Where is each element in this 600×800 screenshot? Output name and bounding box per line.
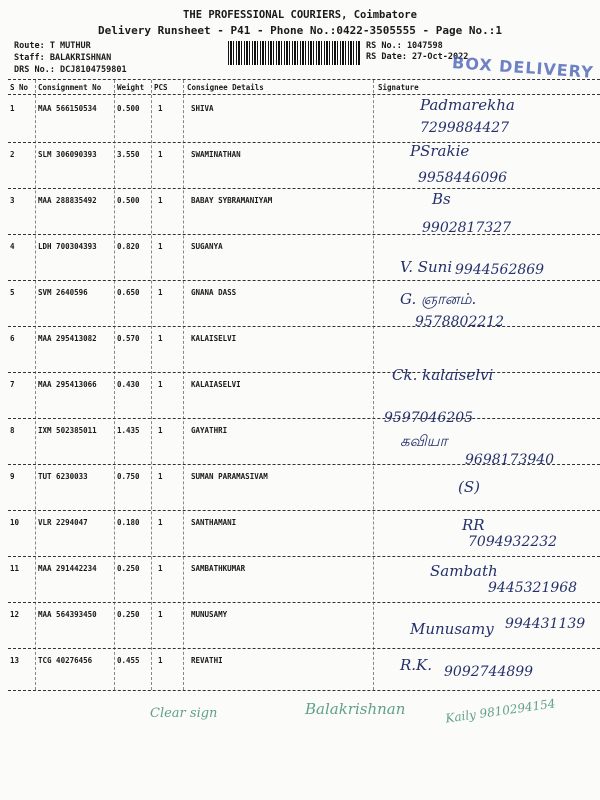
footer-signature: Clear sign [150, 706, 218, 721]
cell-sno: 8 [10, 426, 15, 435]
cell-weight: 0.750 [117, 472, 140, 481]
signature-name: V. Suni [400, 258, 453, 276]
cell-pcs: 1 [158, 472, 163, 481]
rs-date: RS Date: 27-Oct-2022 [366, 52, 469, 62]
cell-consignment: TUT 6230033 [38, 472, 88, 481]
cell-consignee: GNANA DASS [191, 288, 237, 297]
col-signature: Signature [378, 83, 419, 92]
cell-pcs: 1 [158, 104, 163, 113]
cell-consignment: SLM 306090393 [38, 150, 97, 159]
cell-weight: 0.500 [117, 196, 140, 205]
cell-sno: 12 [10, 610, 20, 619]
col-divider [183, 80, 184, 690]
footer-signature: Balakrishnan [305, 700, 406, 718]
cell-pcs: 1 [158, 196, 163, 205]
row-rule [8, 372, 600, 373]
signature-name: R.K. [400, 656, 433, 674]
signature-name: Ck. kalaiselvi [392, 366, 494, 384]
signature-name: Sambath [430, 562, 498, 580]
cell-pcs: 1 [158, 426, 163, 435]
cell-consignment: TCG 40276456 [38, 656, 93, 665]
cell-sno: 10 [10, 518, 20, 527]
cell-consignment: MAA 288835492 [38, 196, 97, 205]
footer-signature: Kaily 9810294154 [444, 696, 557, 726]
cell-consignee: SHIVA [191, 104, 214, 113]
col-sno: S No [10, 83, 29, 92]
signature-phone: 994431139 [505, 616, 586, 632]
cell-pcs: 1 [158, 288, 163, 297]
cell-sno: 11 [10, 564, 20, 573]
cell-sno: 9 [10, 472, 15, 481]
signature-name: கவியா [400, 432, 448, 450]
cell-pcs: 1 [158, 334, 163, 343]
col-consignee: Consignee Details [187, 83, 264, 92]
cell-sno: 2 [10, 150, 15, 159]
row-rule [8, 234, 600, 235]
signature-phone: 9902817327 [422, 220, 512, 236]
row-rule [8, 280, 600, 281]
header-rule [8, 94, 600, 95]
cell-consignee: SWAMINATHAN [191, 150, 241, 159]
cell-consignee: KALAISELVI [191, 334, 237, 343]
signature-phone: 9092744899 [444, 664, 534, 680]
row-rule [8, 510, 600, 511]
cell-pcs: 1 [158, 380, 163, 389]
signature-phone: 9445321968 [488, 580, 578, 596]
cell-weight: 3.550 [117, 150, 140, 159]
box-delivery-stamp: BOX DELIVERY [451, 53, 595, 82]
cell-consignee: MUNUSAMY [191, 610, 228, 619]
cell-consignee: SUGANYA [191, 242, 223, 251]
cell-weight: 0.650 [117, 288, 140, 297]
cell-consignee: KALAIASELVI [191, 380, 241, 389]
cell-sno: 6 [10, 334, 15, 343]
row-rule [8, 602, 600, 603]
cell-consignment: MAA 564393450 [38, 610, 97, 619]
cell-pcs: 1 [158, 564, 163, 573]
rs-number: RS No.: 1047598 [366, 41, 443, 51]
signature-name: PSrakie [410, 142, 470, 160]
table-bottom-rule [8, 690, 600, 691]
cell-sno: 1 [10, 104, 15, 113]
signature-phone: 9944562869 [455, 262, 545, 278]
runsheet-title: Delivery Runsheet - P41 - Phone No.:0422-3505555 - Page No.:1 [98, 24, 502, 37]
signature-name: G. ஞானம். [400, 290, 477, 308]
cell-consignment: MAA 295413066 [38, 380, 97, 389]
cell-weight: 0.430 [117, 380, 140, 389]
row-rule [8, 188, 600, 189]
cell-weight: 1.435 [117, 426, 140, 435]
cell-consignee: BABAY SYBRAMANIYAM [191, 196, 273, 205]
signature-phone: 9597046205 [384, 410, 474, 426]
cell-consignment: MAA 566150534 [38, 104, 97, 113]
cell-pcs: 1 [158, 610, 163, 619]
cell-sno: 13 [10, 656, 20, 665]
signature-phone: 7094932232 [468, 534, 558, 550]
row-rule [8, 418, 600, 419]
col-divider [373, 80, 374, 690]
cell-pcs: 1 [158, 656, 163, 665]
cell-weight: 0.820 [117, 242, 140, 251]
row-rule [8, 648, 600, 649]
cell-consignment: SVM 2640596 [38, 288, 88, 297]
col-divider [151, 80, 152, 690]
cell-consignee: GAYATHRI [191, 426, 228, 435]
cell-consignment: VLR 2294047 [38, 518, 88, 527]
signature-name: (S) [458, 478, 480, 496]
signature-phone: 7299884427 [420, 120, 510, 136]
signature-name: Bs [432, 190, 451, 208]
col-pcs: PCS [154, 83, 168, 92]
col-consignment: Consignment No [38, 83, 102, 92]
route-label: Route: T MUTHUR [14, 41, 91, 51]
cell-consignment: MAA 295413082 [38, 334, 97, 343]
cell-weight: 0.455 [117, 656, 140, 665]
cell-sno: 4 [10, 242, 15, 251]
signature-phone: 9578802212 [415, 314, 505, 330]
col-divider [114, 80, 115, 690]
staff-label: Staff: BALAKRISHNAN [14, 53, 112, 63]
signature-name: Munusamy [410, 620, 494, 638]
cell-sno: 5 [10, 288, 15, 297]
row-rule [8, 326, 600, 327]
signature-phone: 9958446096 [418, 170, 508, 186]
signature-phone: 9698173940 [465, 452, 555, 468]
drs-number: DRS No.: DCJ8104759801 [14, 65, 127, 75]
row-rule [8, 556, 600, 557]
cell-weight: 0.250 [117, 610, 140, 619]
cell-consignee: SUMAN PARAMASIVAM [191, 472, 268, 481]
cell-sno: 3 [10, 196, 15, 205]
col-weight: Weight [117, 83, 145, 92]
cell-pcs: 1 [158, 242, 163, 251]
cell-consignee: REVATHI [191, 656, 223, 665]
col-divider [35, 80, 36, 690]
company-title: THE PROFESSIONAL COURIERS, Coimbatore [183, 9, 417, 21]
signature-name: RR [462, 516, 485, 534]
cell-pcs: 1 [158, 518, 163, 527]
signature-name: Padmarekha [420, 96, 515, 114]
cell-sno: 7 [10, 380, 15, 389]
cell-weight: 0.500 [117, 104, 140, 113]
cell-consignment: MAA 291442234 [38, 564, 97, 573]
barcode-image [228, 41, 360, 65]
cell-consignment: LDH 700304393 [38, 242, 97, 251]
row-rule [8, 142, 600, 143]
cell-weight: 0.570 [117, 334, 140, 343]
table-top-rule [8, 79, 600, 80]
cell-pcs: 1 [158, 150, 163, 159]
cell-consignment: IXM 502385011 [38, 426, 97, 435]
cell-consignee: SANTHAMANI [191, 518, 237, 527]
cell-weight: 0.250 [117, 564, 140, 573]
cell-consignee: SAMBATHKUMAR [191, 564, 246, 573]
cell-weight: 0.180 [117, 518, 140, 527]
